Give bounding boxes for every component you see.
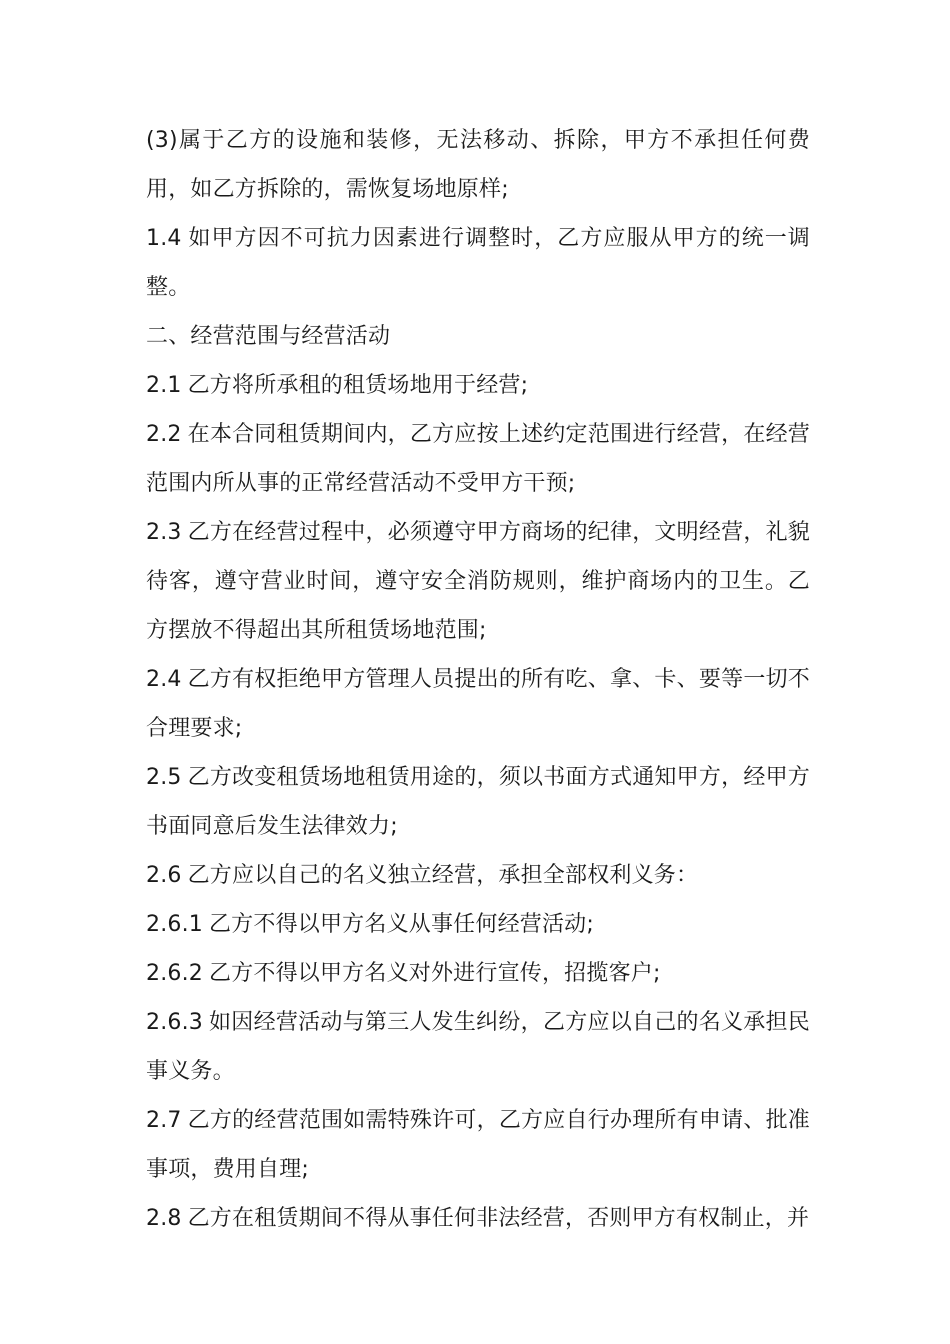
clause-number: 2.6.1 (146, 912, 203, 937)
clause-text: 乙方不得以甲方名义从事任何经营活动; (208, 912, 594, 937)
document-body (146, 116, 810, 1243)
section-heading-text: 二、经营范围与经营活动 (146, 324, 391, 349)
clause-2-3 (146, 508, 810, 655)
clause-text: 乙方将所承租的租赁场地用于经营; (187, 373, 529, 398)
clause-number: 1.4 (146, 226, 182, 251)
clause-number: 2.1 (146, 373, 182, 398)
clause-number: 2.7 (146, 1108, 182, 1133)
clause-text: 乙方在经营过程中，必须遵守甲方商场的纪律，文明经营，礼貌待客，遵守营业时间，遵守安全消防规则，维护商场内的卫生。乙方摆放不得超出其所租赁场地范围; (146, 520, 810, 643)
clause-2-2 (146, 410, 810, 508)
clause-text: (3)属于乙方的设施和装修，无法移动、拆除，甲方不承担任何费用，如乙方拆除的，需恢复场地原样; (146, 128, 810, 202)
clause-text: 乙方在租赁期间不得从事任何非法经营，否则甲方有权制止，并 (187, 1206, 810, 1231)
clause-2-8 (146, 1194, 810, 1243)
clause-number: 2.4 (146, 667, 182, 692)
clause-text: 乙方的经营范围如需特殊许可，乙方应自行办理所有申请、批准事项，费用自理; (146, 1108, 810, 1182)
clause-text: 乙方不得以甲方名义对外进行宣传，招揽客户; (208, 961, 661, 986)
clause-number: 2.6.3 (146, 1010, 203, 1035)
clause-2-4 (146, 655, 810, 753)
clause-2-1 (146, 361, 810, 410)
clause-2-6-2 (146, 949, 810, 998)
clause-text: 在本合同租赁期间内，乙方应按上述约定范围进行经营，在经营范围内所从事的正常经营活动不受甲方干预; (146, 422, 810, 496)
clause-number: 2.2 (146, 422, 182, 447)
clause-2-6 (146, 851, 810, 900)
clause-text: 乙方改变租赁场地租赁用途的，须以书面方式通知甲方，经甲方书面同意后发生法律效力; (146, 765, 810, 839)
paragraph-3-facilities (146, 116, 810, 214)
clause-2-6-3 (146, 998, 810, 1096)
clause-number: 2.6 (146, 863, 182, 888)
clause-2-6-1 (146, 900, 810, 949)
clause-number: 2.5 (146, 765, 182, 790)
clause-text: 如甲方因不可抗力因素进行调整时，乙方应服从甲方的统一调整。 (146, 226, 810, 300)
clause-number: 2.6.2 (146, 961, 203, 986)
clause-2-5 (146, 753, 810, 851)
clause-text: 乙方应以自己的名义独立经营，承担全部权利义务： (187, 863, 699, 888)
clause-number: 2.3 (146, 520, 182, 545)
section-heading-2 (146, 312, 810, 361)
clause-text: 乙方有权拒绝甲方管理人员提出的所有吃、拿、卡、要等一切不合理要求; (146, 667, 810, 741)
clause-1-4 (146, 214, 810, 312)
clause-number: 2.8 (146, 1206, 182, 1231)
clause-2-7 (146, 1096, 810, 1194)
clause-text: 如因经营活动与第三人发生纠纷，乙方应以自己的名义承担民事义务。 (146, 1010, 810, 1084)
